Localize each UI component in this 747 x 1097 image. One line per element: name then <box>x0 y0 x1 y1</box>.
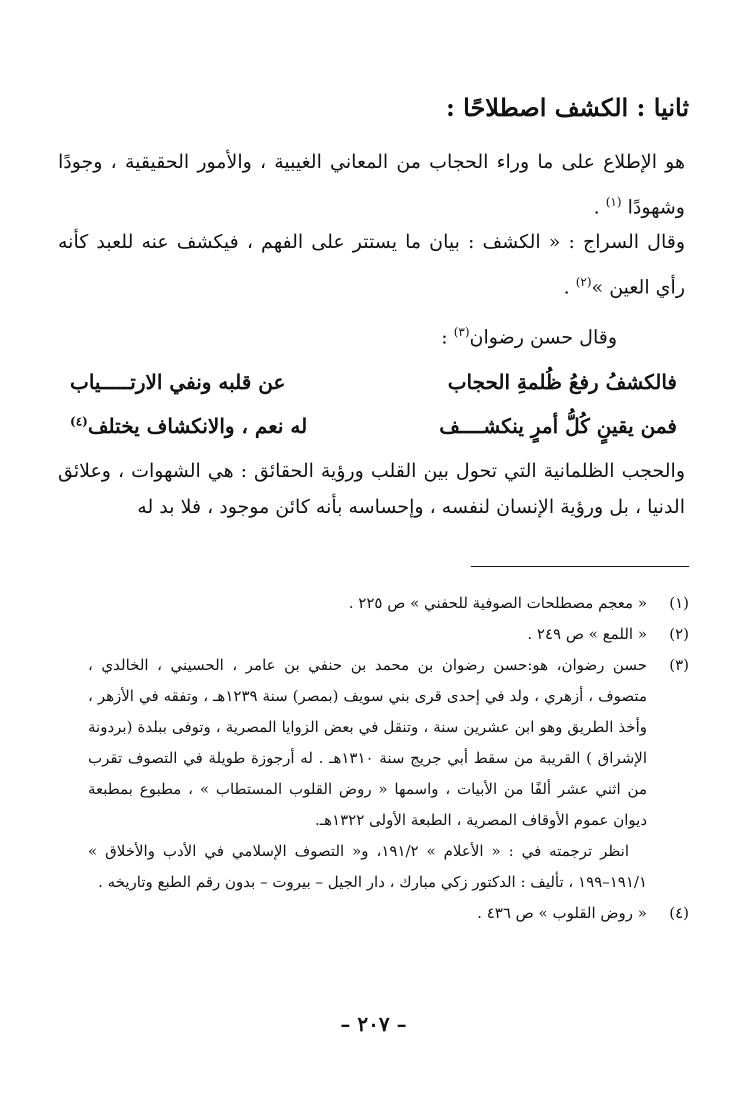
verse-2-first-hemistich: فمن يقينٍ كُلُّ أمرٍ ينكشــــف <box>439 414 677 438</box>
definition-paragraph <box>58 142 685 227</box>
radwan-intro-paragraph <box>58 312 617 357</box>
verse-2-second-text: له نعم ، والانكشاف يختلف <box>87 414 308 438</box>
footnote-3 <box>88 650 689 836</box>
footnote-text: « روض القلوب » ص ٤٣٦ . <box>477 904 647 922</box>
radwan-intro-end: : <box>441 326 448 349</box>
radwan-intro-text: وقال حسن رضوان <box>469 326 617 349</box>
footnote-separator <box>471 566 689 567</box>
sarraj-quote-end: . <box>563 276 570 299</box>
footnote-4 <box>88 898 689 929</box>
verse-2-second-hemistich <box>70 414 310 438</box>
section-heading: ثانيا : الكشف اصطلاحًا : <box>445 93 689 122</box>
sarraj-quote-text: وقال السراج : « الكشف : بيان ما يستتر على الفهم ، فيكشف عنه للعبد كأنه رأي العين » <box>58 231 685 299</box>
footnote-1 <box>88 588 689 619</box>
footnote-number: (٢) <box>669 625 689 643</box>
footnote-ref-3: (٣) <box>453 325 470 339</box>
footnote-number: (٤) <box>669 904 689 922</box>
definition-end: . <box>593 196 600 219</box>
page-number: – ٢٠٧ – <box>340 1012 407 1036</box>
footnote-number: (١) <box>669 594 689 612</box>
footnote-ref-1: (١) <box>605 195 622 209</box>
footnote-number: (٣) <box>669 656 689 674</box>
footnote-text: « اللمع » ص ٢٤٩ . <box>527 625 647 643</box>
verse-1-second-hemistich: عن قلبه ونفي الارتـــــياب <box>70 370 286 394</box>
footnote-text: حسن رضوان، هو:حسن رضوان بن محمد بن حنفي بن عامر ، الحسيني ، الخالدي ، متصوف ، أزهري ، ولد في إحدى قرى بني سويف (بمصر) سنة ١٢٣٩هـ ، وتفقه في الأزهر ، وأخذ الطريق وهو ابن عشرين سنة ، وتنقل في بعض الزوايا المصرية ، وتوفى ببلدة (بردونة الإشراق ) القريبة من سقط أبي جريج سنة ١٣١٠هـ . له أرجوزة طويلة في التصوف تقرب من اثني عشر ألفًا من الأبيات ، واسمها « روض القلوب المستطاب » ، مطبوع بمطبعة ديوان عموم الأوقاف المصرية ، الطبعة الأولى ١٣٢٢هـ. <box>88 656 647 829</box>
footnote-3-continuation <box>88 836 689 898</box>
verse-line-2 <box>70 406 677 446</box>
definition-text: هو الإطلاع على ما وراء الحجاب من المعاني الغيبية ، والأمور الحقيقية ، وجودًا وشهودًا <box>58 151 685 219</box>
footnote-ref-4: (٤) <box>70 414 88 429</box>
sarraj-quote-paragraph <box>58 222 685 307</box>
veils-paragraph: والحجب الظلمانية التي تحول بين القلب ورؤية الحقائق : هي الشهوات ، وعلائق الدنيا ، بل ورؤية الإنسان لنفسه ، وإحساسه بأنه كائن موجود ، فلا بد له <box>58 460 685 518</box>
footnote-2 <box>88 619 689 650</box>
footnote-text: « معجم مصطلحات الصوفية للحفني » ص ٢٢٥ . <box>348 594 647 612</box>
footnotes <box>88 588 689 929</box>
verse-line-1 <box>70 362 677 402</box>
footnote-ref-2: (٢) <box>575 275 592 289</box>
verse-1-first-hemistich: فالكشفُ رفعُ ظُلمةِ الحجاب <box>447 370 677 394</box>
footnote-text: انظر ترجمته في : « الأعلام » ١٩١/٢، و« التصوف الإسلامي في الأدب والأخلاق » ١٩١/١–١٩٩ ، تأليف : الدكتور زكي مبارك ، دار الجيل – بيروت – بدون رقم الطبع وتاريخه . <box>88 842 647 891</box>
